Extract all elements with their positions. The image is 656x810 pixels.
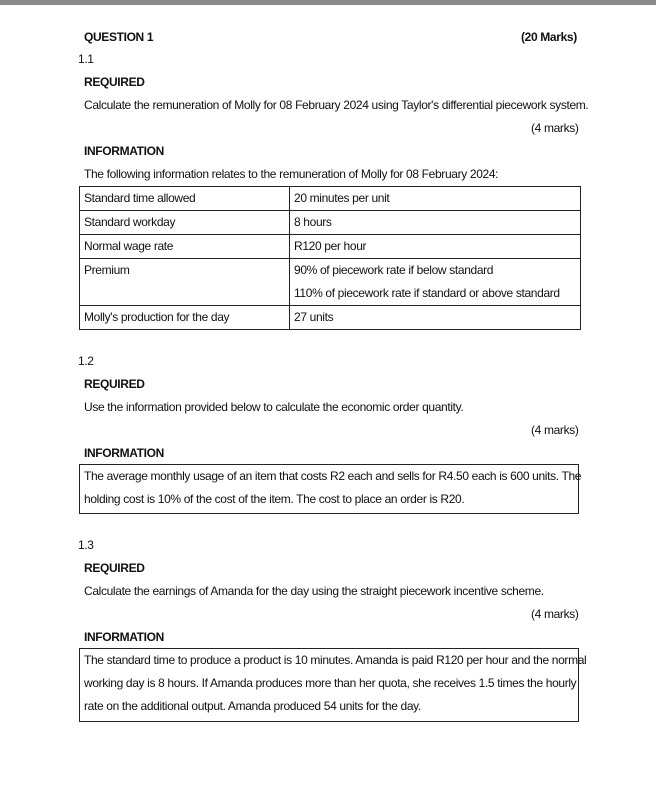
table-cell-label: Molly's production for the day [80,306,290,330]
q1-3-marks: (4 marks) [531,607,579,621]
q1-1-marks: (4 marks) [531,121,579,135]
table-row [80,211,581,235]
q1-3-required-heading: REQUIRED [84,561,145,575]
q1-3-task: Calculate the earnings of Amanda for the day using the straight piecework incentive scheme. [84,584,544,598]
premium-line-above: 110% of piecework rate if standard or above standard [294,286,560,300]
q1-1-required-heading: REQUIRED [84,75,145,89]
table-cell-value: R120 per hour [290,235,581,259]
table-cell-label: Standard workday [80,211,290,235]
table-cell-label: Standard time allowed [80,187,290,211]
q1-2-info-box [79,464,582,514]
q1-2-info-line: The average monthly usage of an item that costs R2 each and sells for R4.50 each is 600 units. The [84,469,582,483]
q1-3-info-box [79,648,587,722]
q1-1-info-table [79,186,581,330]
q1-3-info-line: working day is 8 hours. If Amanda produces more than her quota, she receives 1.5 times the hourly [84,676,577,690]
table-cell-label: Premium [80,259,290,306]
question-total-marks: (20 Marks) [521,30,577,44]
q1-1-number: 1.1 [78,52,94,66]
q1-2-number: 1.2 [78,354,94,368]
table-cell-value: 8 hours [290,211,581,235]
table-cell-label: Normal wage rate [80,235,290,259]
table-row [80,259,581,306]
q1-1-info-heading: INFORMATION [84,144,164,158]
table-cell-value: 20 minutes per unit [290,187,581,211]
q1-3-number: 1.3 [78,538,94,552]
table-row [80,187,581,211]
q1-3-info-heading: INFORMATION [84,630,164,644]
table-row [80,235,581,259]
q1-3-info-line: The standard time to produce a product is 10 minutes. Amanda is paid R120 per hour and the normal [84,653,587,667]
q1-2-marks: (4 marks) [531,423,579,437]
question-title: QUESTION 1 [84,30,154,44]
q1-1-info-intro: The following information relates to the remuneration of Molly for 08 February 2024: [84,167,499,181]
q1-2-info-heading: INFORMATION [84,446,164,460]
page-top-border [0,0,656,5]
premium-line-below: 90% of piecework rate if below standard [294,263,494,277]
table-cell-value: 27 units [290,306,581,330]
q1-1-task: Calculate the remuneration of Molly for 08 February 2024 using Taylor's differential piecework system. [84,98,589,112]
q1-2-info-line: holding cost is 10% of the cost of the item. The cost to place an order is R20. [84,492,465,506]
table-row [80,306,581,330]
q1-2-required-heading: REQUIRED [84,377,145,391]
table-cell-value [290,259,581,306]
q1-3-info-line: rate on the additional output. Amanda produced 54 units for the day. [84,699,421,713]
q1-2-task: Use the information provided below to calculate the economic order quantity. [84,400,464,414]
